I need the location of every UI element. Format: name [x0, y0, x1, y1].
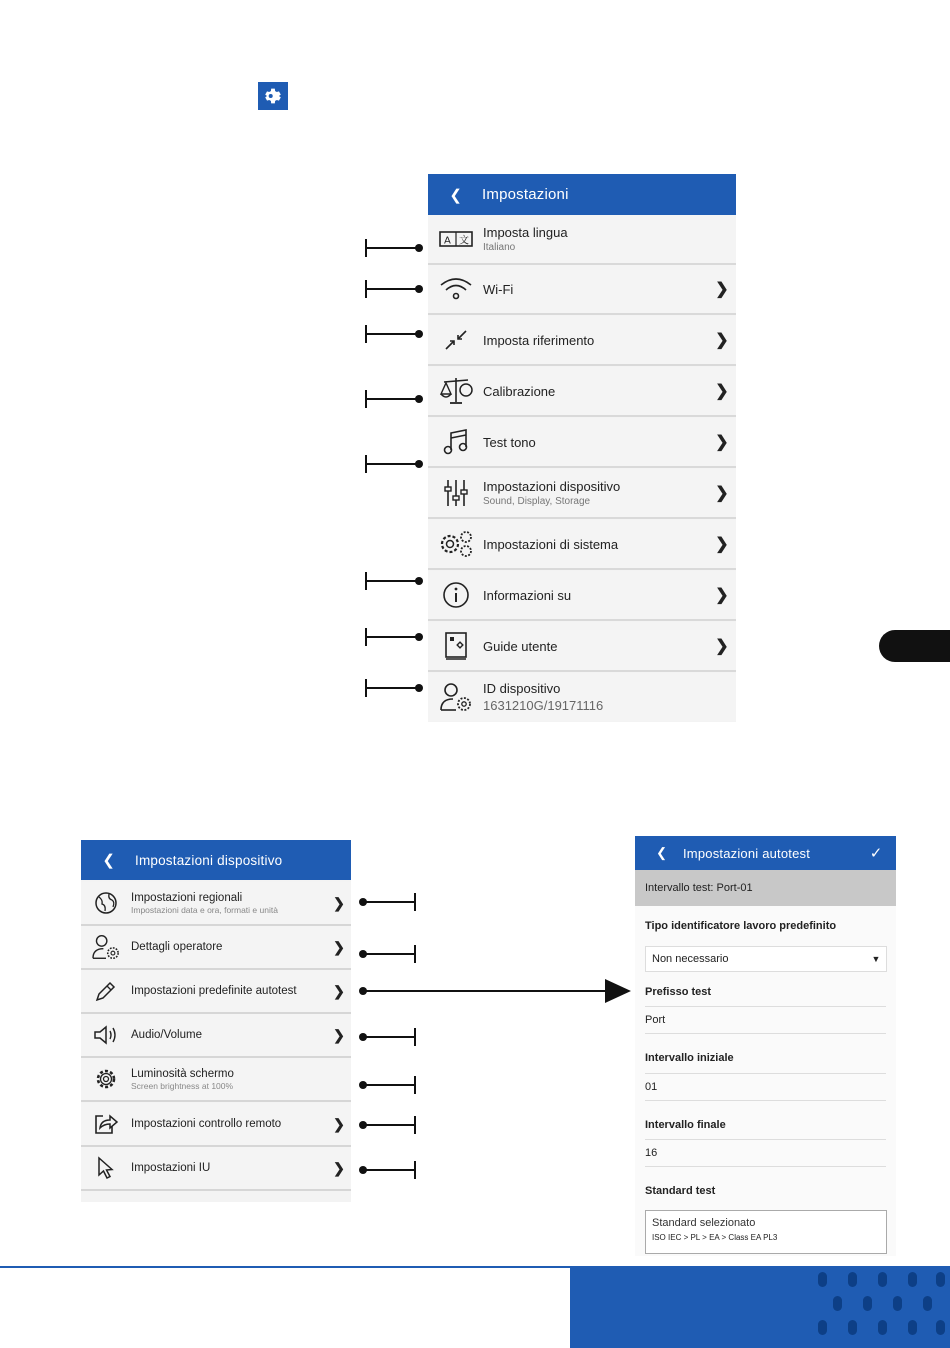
interval-test-banner: Intervallo test: Port-01	[635, 870, 896, 906]
leader-line	[363, 1084, 416, 1086]
device-item-regional[interactable]	[81, 882, 351, 926]
chevron-right-icon: ❯	[715, 434, 729, 451]
item-label: Guide utente	[483, 638, 558, 654]
standard-path: ISO IEC > PL > EA > Class EA PL3	[652, 1233, 778, 1242]
device-item-autotest-defaults[interactable]	[81, 970, 351, 1014]
item-sub: Impostazioni data e ora, formati e unità	[131, 904, 278, 915]
settings-item-calibration[interactable]	[428, 367, 736, 417]
device-settings-panel	[81, 840, 351, 1202]
reference-arrows-icon	[443, 328, 469, 352]
chevron-right-icon: ❯	[333, 938, 345, 955]
item-label: Imposta lingua	[483, 225, 568, 240]
settings-item-tone-test[interactable]	[428, 418, 736, 468]
prefix-field[interactable]	[645, 1006, 886, 1034]
check-icon[interactable]: ✓	[869, 845, 883, 862]
chevron-right-icon: ❯	[715, 332, 729, 349]
decor-dot	[908, 1272, 917, 1287]
leader-line	[363, 953, 416, 955]
item-label: Wi-Fi	[483, 281, 514, 297]
item-label: Test tono	[483, 434, 536, 450]
device-item-ui[interactable]	[81, 1147, 351, 1191]
item-label: Luminosità schermo	[131, 1067, 234, 1080]
device-item-remote-control[interactable]	[81, 1103, 351, 1147]
decor-dot	[818, 1320, 827, 1335]
chevron-right-icon: ❯	[333, 894, 345, 911]
music-note-icon	[442, 428, 470, 456]
leader-line	[363, 1036, 416, 1038]
back-chevron-icon[interactable]: ❮	[656, 845, 667, 860]
chevron-right-icon: ❯	[715, 536, 729, 553]
item-label: Impostazioni regionali	[131, 891, 243, 904]
decor-dot	[848, 1320, 857, 1335]
speaker-icon	[93, 1024, 119, 1046]
item-label: Imposta riferimento	[483, 332, 595, 348]
standard-selector[interactable]	[645, 1210, 887, 1254]
chevron-right-icon: ❯	[333, 1026, 345, 1043]
item-label: ID dispositivo	[483, 681, 561, 696]
decor-dot	[908, 1320, 917, 1335]
guide-book-icon	[443, 631, 469, 661]
standard-label: Standard test	[645, 1185, 716, 1197]
decor-dot	[848, 1272, 857, 1287]
pointer-arrow-dot	[359, 987, 367, 995]
scale-icon	[439, 376, 473, 406]
page-title: Impostazioni dispositivo	[135, 852, 283, 868]
leader-line	[363, 1169, 416, 1171]
leader-line	[363, 1124, 416, 1126]
item-label: Calibrazione	[483, 383, 556, 399]
item-label: Impostazioni dispositivo	[483, 479, 621, 494]
item-sub: Screen brightness at 100%	[131, 1080, 234, 1091]
leader-line	[365, 288, 419, 290]
job-id-type-select[interactable]	[645, 946, 887, 972]
svg-text:A: A	[443, 235, 451, 247]
leader-line	[365, 333, 419, 335]
back-chevron-icon[interactable]: ❮	[449, 186, 462, 204]
settings-item-guides[interactable]	[428, 622, 736, 672]
leader-line	[365, 580, 419, 582]
globe-icon	[94, 891, 118, 915]
pen-icon	[94, 979, 118, 1003]
settings-item-language[interactable]	[428, 215, 736, 265]
device-item-brightness[interactable]	[81, 1058, 351, 1102]
chevron-right-icon: ❯	[333, 1115, 345, 1132]
settings-item-reference[interactable]	[428, 316, 736, 366]
page-title: Impostazioni	[482, 186, 569, 203]
device-settings-header	[81, 840, 351, 880]
settings-item-about[interactable]	[428, 571, 736, 621]
chevron-right-icon: ❯	[715, 383, 729, 400]
end-interval-value: 16	[645, 1147, 658, 1159]
device-item-operator[interactable]	[81, 926, 351, 970]
user-gear-icon	[91, 934, 121, 960]
job-id-type-value: Non necessario	[652, 953, 729, 965]
settings-gear-button[interactable]	[258, 82, 288, 110]
decor-dot	[878, 1272, 887, 1287]
item-label: Informazioni su	[483, 587, 572, 603]
svg-text:文: 文	[458, 235, 469, 247]
start-interval-field[interactable]	[645, 1073, 886, 1101]
item-sub: Sound, Display, Storage	[483, 496, 591, 507]
chevron-right-icon: ❯	[333, 982, 345, 999]
item-label: Impostazioni controllo remoto	[131, 1118, 282, 1130]
settings-item-device[interactable]	[428, 469, 736, 519]
chevron-right-icon: ❯	[715, 485, 729, 502]
cursor-icon	[96, 1156, 116, 1180]
chevron-right-icon: ❯	[333, 1159, 345, 1176]
settings-item-wifi[interactable]	[428, 265, 736, 315]
gear-icon	[262, 85, 284, 107]
chevron-right-icon: ❯	[715, 587, 729, 604]
decor-dot	[923, 1296, 932, 1311]
end-interval-field[interactable]	[645, 1139, 886, 1167]
autotest-header	[635, 836, 896, 870]
settings-item-system[interactable]	[428, 520, 736, 570]
device-item-audio[interactable]	[81, 1014, 351, 1058]
wifi-icon	[439, 277, 473, 301]
standard-selected: Standard selezionato	[652, 1217, 756, 1229]
decor-dot	[818, 1272, 827, 1287]
chevron-right-icon: ❯	[715, 281, 729, 298]
chapter-tab	[879, 630, 950, 662]
decor-dot	[863, 1296, 872, 1311]
back-chevron-icon[interactable]: ❮	[102, 852, 115, 869]
item-label: Impostazioni di sistema	[483, 536, 619, 552]
start-interval-value: 01	[645, 1081, 658, 1093]
device-id-value: 1631210G/19171116	[483, 698, 604, 713]
settings-item-device-id	[428, 673, 736, 721]
pointer-arrow-head	[605, 979, 631, 1003]
leader-line	[365, 247, 419, 249]
leader-line	[365, 463, 419, 465]
end-interval-label: Intervallo finale	[645, 1119, 726, 1131]
page-title: Impostazioni autotest	[683, 845, 811, 861]
footer-brand-block	[570, 1268, 950, 1348]
caret-down-icon: ▼	[871, 954, 881, 964]
leader-line	[365, 636, 419, 638]
item-sub: Italiano	[483, 242, 516, 253]
gear-icon	[94, 1067, 118, 1091]
decor-dot	[893, 1296, 902, 1311]
item-label: Impostazioni predefinite autotest	[131, 985, 297, 997]
settings-header	[428, 174, 736, 215]
sliders-icon	[443, 478, 469, 508]
gears-icon	[438, 530, 474, 558]
decor-dot	[936, 1320, 945, 1335]
share-icon	[93, 1112, 119, 1136]
job-id-type-label: Tipo identificatore lavoro predefinito	[645, 920, 837, 932]
pointer-arrow-line	[364, 990, 608, 992]
prefix-value: Port	[645, 1014, 666, 1026]
user-gear-icon	[439, 682, 473, 712]
settings-panel	[428, 174, 736, 722]
item-label: Impostazioni IU	[131, 1162, 211, 1174]
leader-line	[365, 398, 419, 400]
decor-dot	[833, 1296, 842, 1311]
prefix-label: Prefisso test	[645, 986, 712, 998]
leader-line	[363, 901, 416, 903]
decor-dot	[878, 1320, 887, 1335]
leader-line	[365, 687, 419, 689]
autotest-settings-panel	[635, 836, 896, 1256]
language-icon	[439, 230, 473, 248]
chevron-right-icon: ❯	[715, 638, 729, 655]
item-label: Dettagli operatore	[131, 941, 223, 953]
item-label: Audio/Volume	[131, 1029, 202, 1041]
start-interval-label: Intervallo iniziale	[645, 1052, 734, 1064]
info-icon	[442, 581, 470, 609]
decor-dot	[936, 1272, 945, 1287]
